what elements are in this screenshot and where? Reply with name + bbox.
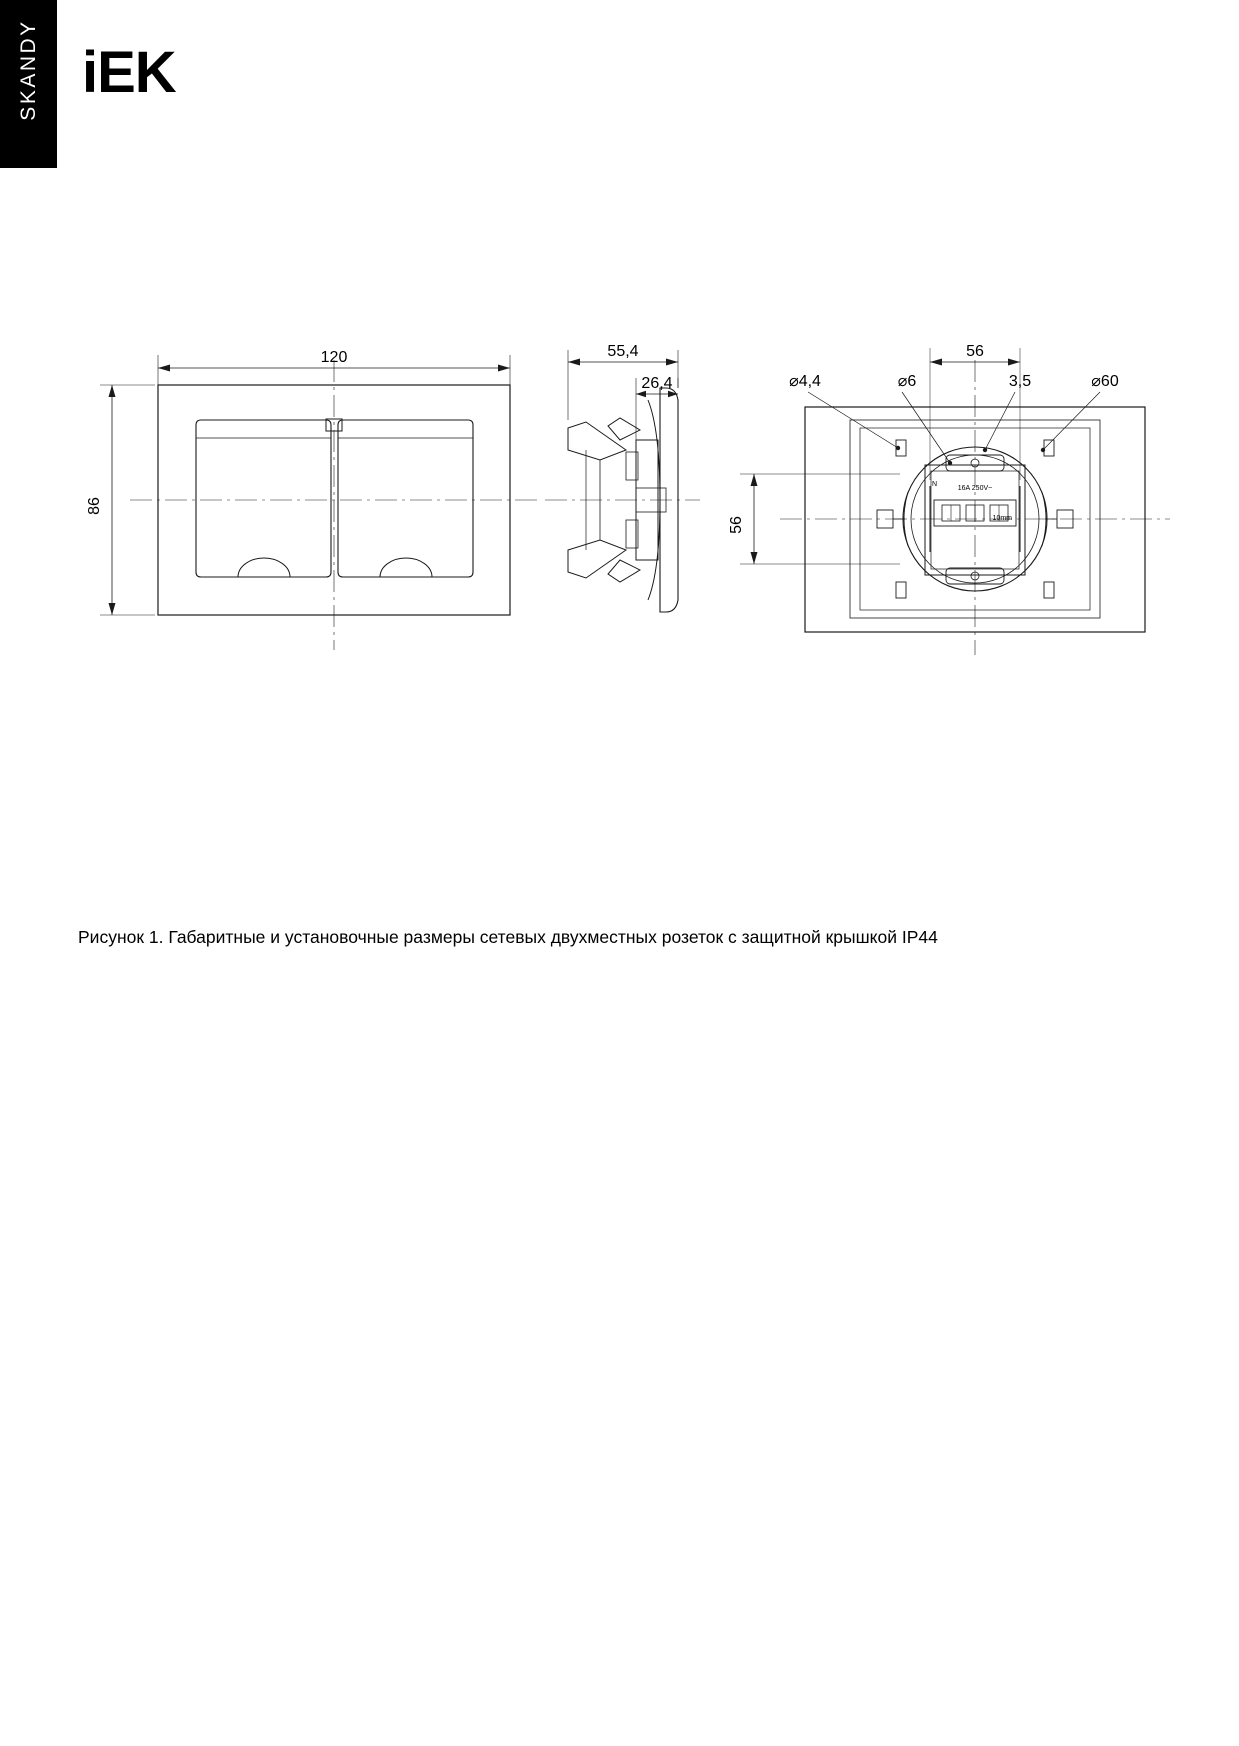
mounting-view-group bbox=[740, 348, 1170, 655]
brand-side-bar bbox=[0, 0, 57, 168]
brand-side-label: SKANDY bbox=[17, 19, 40, 121]
drawing-svg bbox=[0, 300, 1239, 700]
terminal-neutral-mark: N bbox=[932, 481, 938, 488]
mount-hole-med-dim: ⌀6 bbox=[897, 373, 917, 390]
mount-width-dim: 56 bbox=[966, 343, 984, 360]
terminal-rating-mark: 16A 250V~ bbox=[957, 485, 993, 492]
side-front-depth-dim: 26,4 bbox=[641, 375, 673, 392]
mount-hole-big-dim: ⌀60 bbox=[1091, 373, 1119, 390]
front-height-dim: 86 bbox=[86, 497, 103, 515]
side-total-depth-dim: 55,4 bbox=[607, 343, 639, 360]
figure-caption: Рисунок 1. Габаритные и установочные размеры сетевых двухместных розеток с защитной крышкой IP44 bbox=[78, 927, 938, 947]
iek-logo: iEK bbox=[82, 40, 176, 105]
mount-thickness-dim: 3,5 bbox=[1008, 373, 1032, 390]
side-view-group bbox=[545, 350, 700, 612]
terminal-wire-mark: 10mm bbox=[992, 515, 1012, 522]
mount-hole-small-dim: ⌀4,4 bbox=[789, 373, 821, 390]
mount-height-dim: 56 bbox=[728, 516, 745, 534]
front-view-group bbox=[100, 355, 540, 650]
page-header bbox=[0, 0, 1239, 168]
front-width-dim: 120 bbox=[320, 349, 348, 366]
technical-drawing bbox=[0, 300, 1239, 700]
